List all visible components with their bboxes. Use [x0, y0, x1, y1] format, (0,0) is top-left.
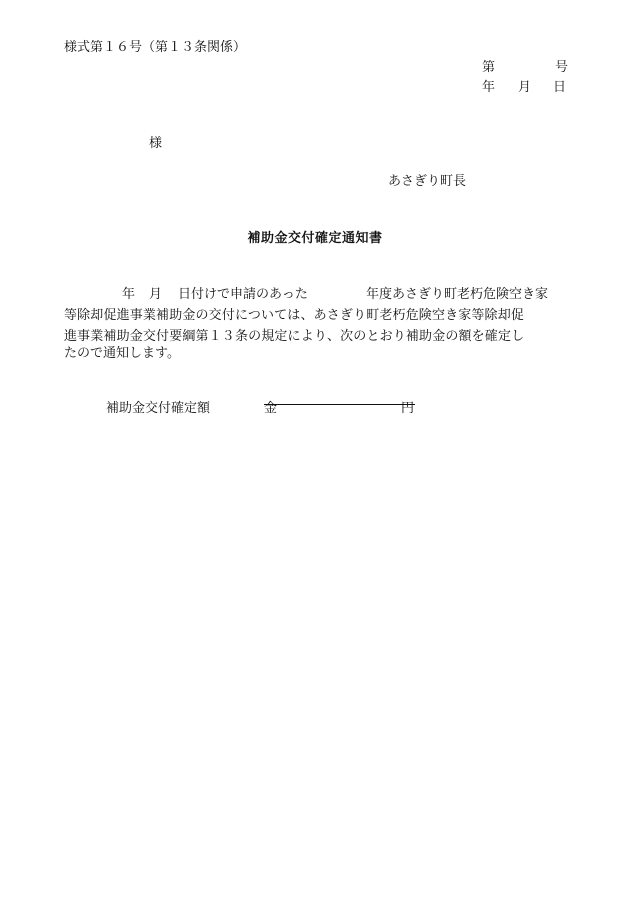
body-line-2: 等除却促進事業補助金の交付については、あさぎり町老朽危険空き家等除却促: [64, 308, 524, 323]
amount-suffix: 円: [400, 401, 414, 416]
body-line-3: 進事業補助金交付要綱第１３条の規定により、次のとおり補助金の額を確定し: [64, 329, 525, 344]
document-number-suffix: 号: [555, 60, 569, 75]
document-number-prefix: 第: [482, 60, 496, 75]
form-number: 様式第１６号（第１３条関係）: [64, 40, 247, 55]
addressee-honorific: 様: [149, 136, 163, 151]
amount-prefix: 金: [264, 401, 278, 416]
document-title: 補助金交付確定通知書: [247, 231, 383, 246]
body-line-4: たので通知します。: [64, 346, 180, 361]
date-day-label: 日: [553, 80, 567, 95]
amount-label: 補助金交付確定額: [106, 401, 211, 416]
sender-name: あさぎり町長: [388, 174, 467, 189]
amount-field: [264, 401, 415, 416]
body-year-label: 年: [122, 287, 136, 302]
date-year-label: 年: [482, 80, 496, 95]
date-month-label: 月: [518, 80, 532, 95]
body-line-1-tail: 年度あさぎり町老朽危険空き家: [366, 287, 549, 302]
body-month-label: 月: [149, 287, 163, 302]
body-line-1: 日付けで申請のあった: [178, 287, 308, 302]
